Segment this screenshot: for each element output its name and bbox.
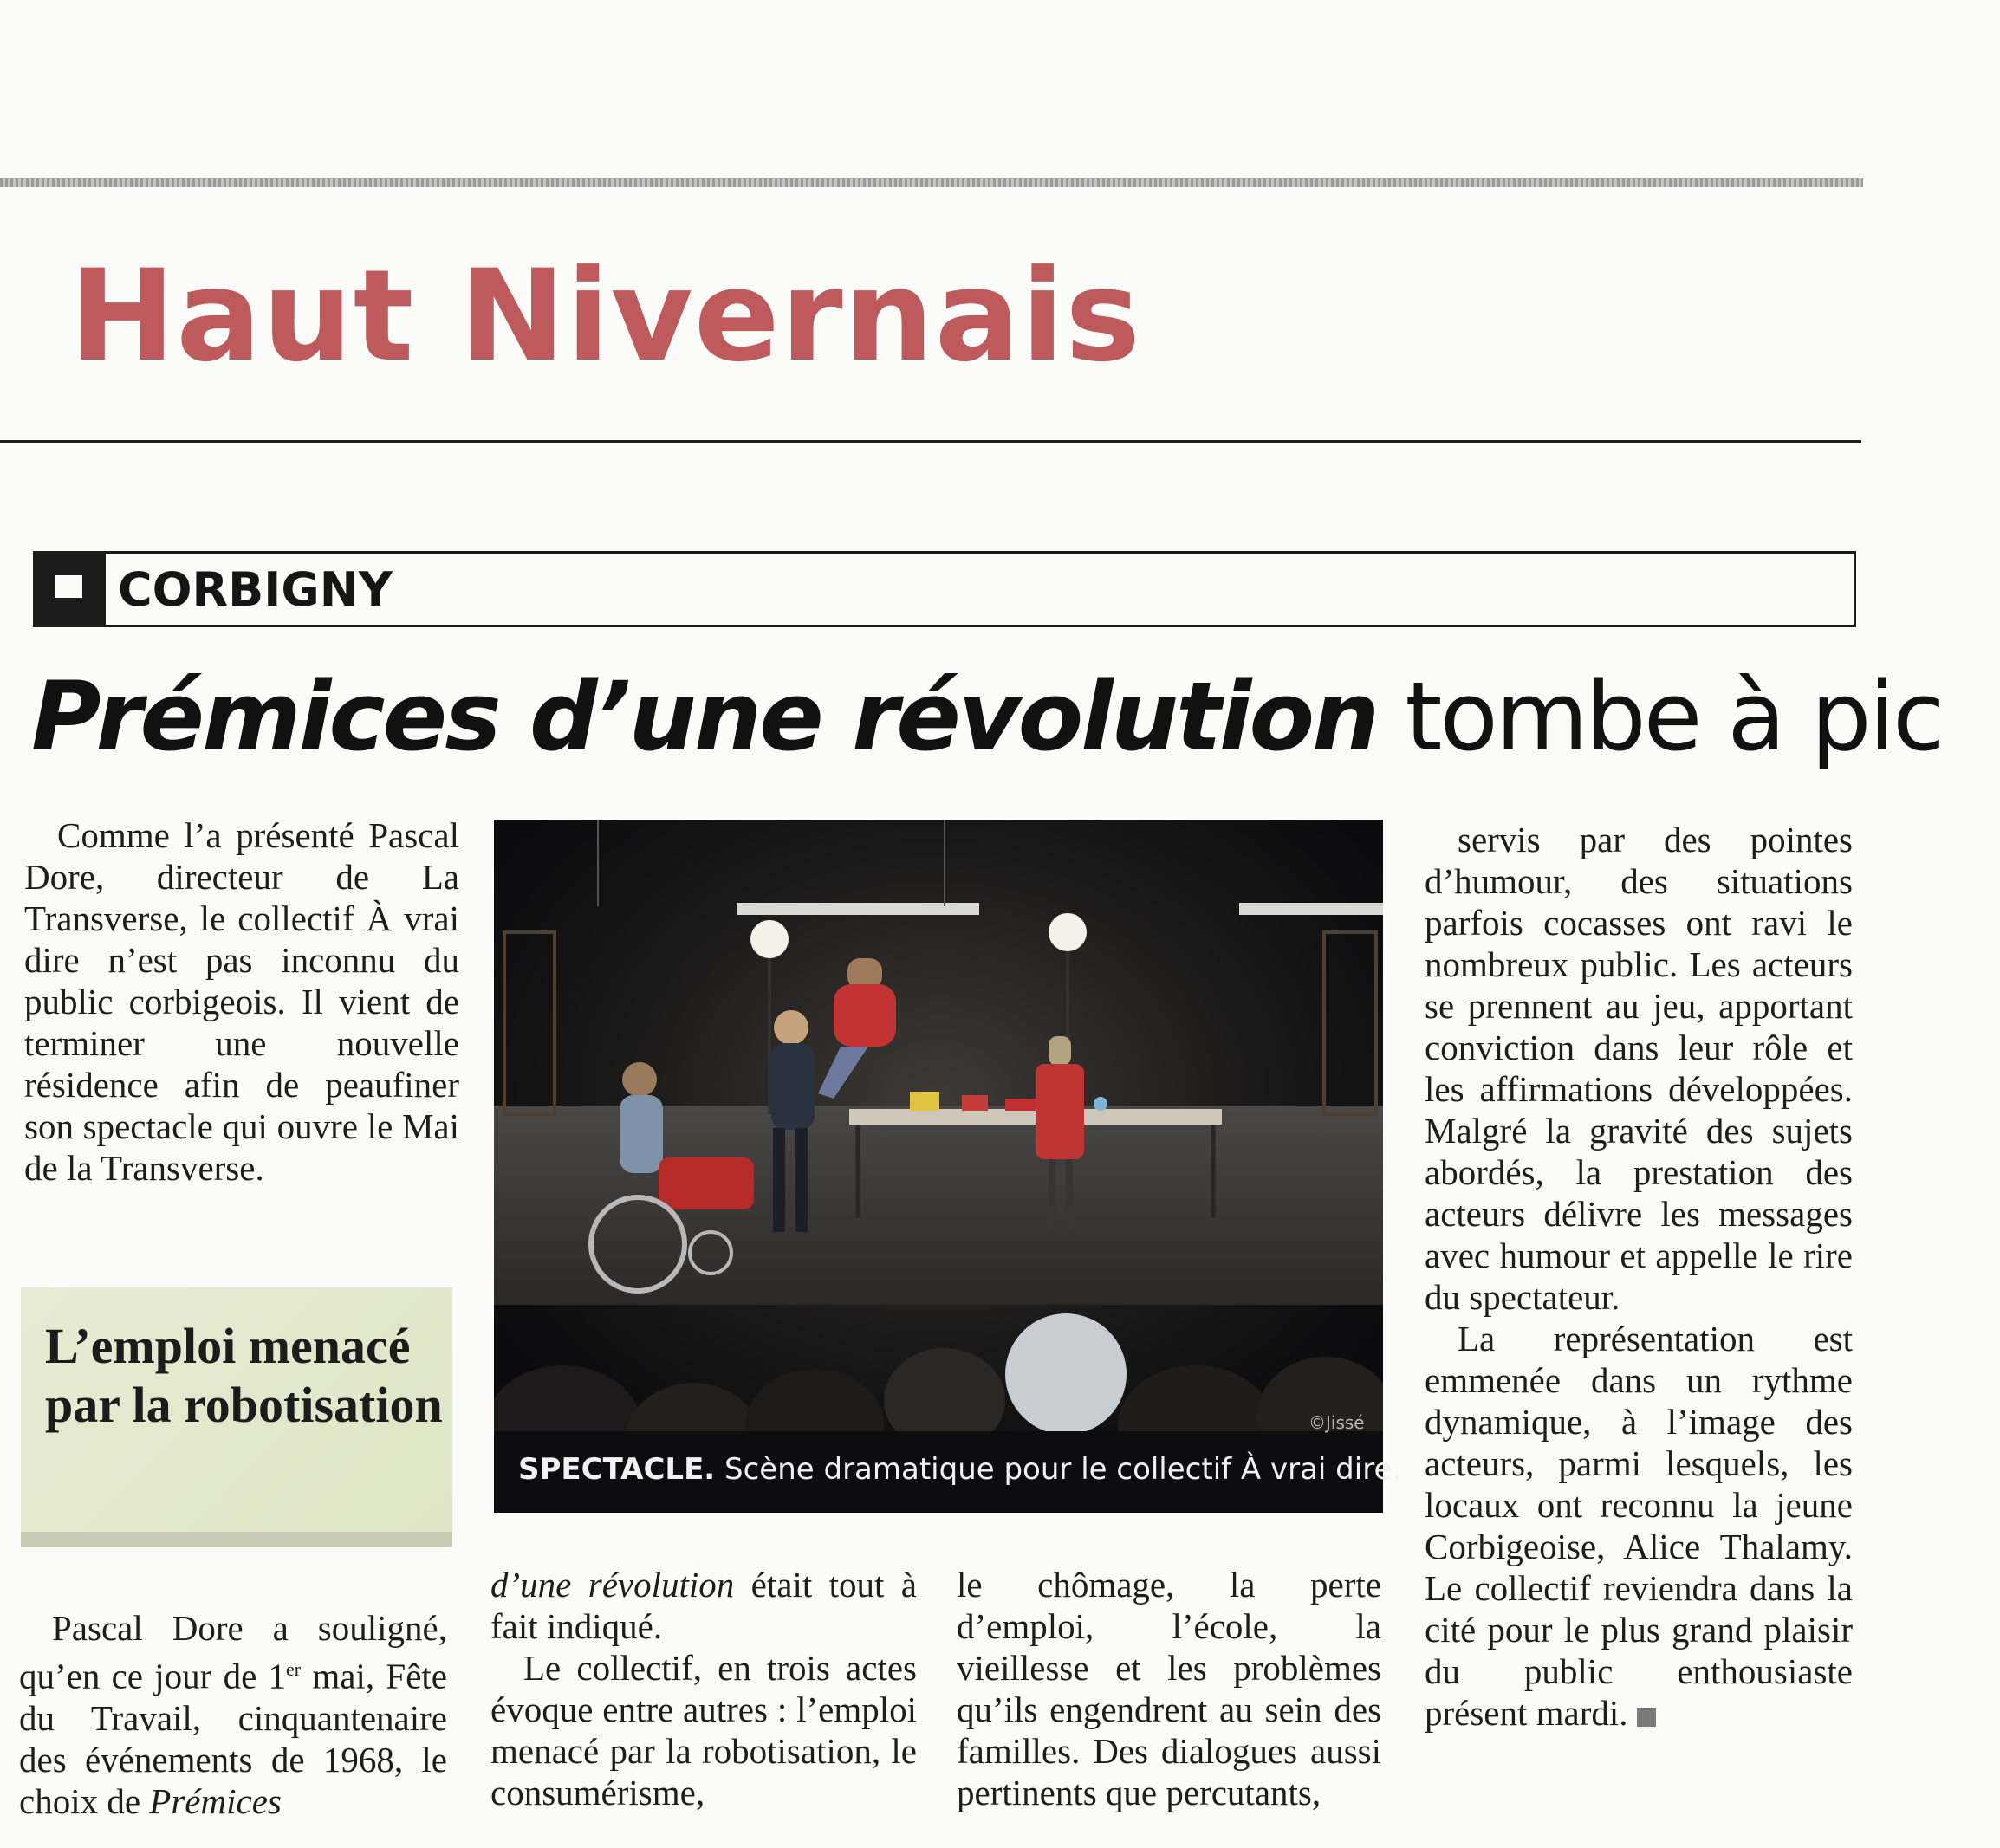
body-emphasis: Prémices — [149, 1780, 282, 1821]
body-paragraph: le chômage, la perte d’emploi, l’école, la vieillesse et les problèmes qu’ils engendrent au sein des familles. Des dialogues aussi pertinents que percutants, — [957, 1565, 1381, 1812]
body-text: mai, Fête du Travail, cinquantenaire des événements de 1968, le choix de — [19, 1656, 447, 1821]
body-paragraph: Le collectif, en trois actes évoque entre autres : l’emploi menacé par la robotisation, le consumérisme, — [490, 1648, 917, 1812]
article-photo — [494, 820, 1383, 1513]
body-paragraph — [19, 1607, 447, 1822]
body-paragraph — [490, 1564, 917, 1647]
body-text: La représentation est emmenée dans un rythme dynamique, à l’image des acteurs, parmi lesquels, les locaux ont reconnu la jeune Corbigeoise, Alice Thalamy. Le collectif reviendra dans la cité pour le plus grand plaisir du public enthousiaste présent mardi. — [1425, 1319, 1853, 1733]
intro-column — [24, 814, 459, 1189]
body-paragraph — [1425, 1318, 1853, 1734]
headline — [31, 661, 1943, 772]
body-paragraph: servis par des pointes d’humour, des situations parfois cocasses ont ravi le nombreux public. Les acteurs se prennent au jeu, apportant conviction dans leur rôle et les affirmations développées. Malgré la gravité des sujets abordés, la prestation des acteurs délivre les messages avec humour et appelle le rire du spectateur. — [1425, 820, 1853, 1317]
body-column-3 — [957, 1564, 1381, 1813]
top-rule — [0, 178, 1863, 187]
end-square-icon — [1637, 1708, 1656, 1727]
body-emphasis: d’une révolution — [490, 1565, 735, 1605]
body-text: Pascal Dore a souligné, qu’en ce jour de 1 — [19, 1608, 447, 1696]
body-text: était tout à fait indiqué. — [490, 1565, 917, 1646]
caption-text: Scène dramatique pour le collectif À vrai dire. — [715, 1452, 1402, 1487]
photo-credit: ©Jissé — [1308, 1412, 1365, 1433]
headline-italic: Prémices d’une révolution — [31, 661, 1378, 772]
kicker-label: CORBIGNY — [118, 562, 393, 617]
section-title: Haut Nivernais — [69, 243, 1142, 390]
section-rule — [0, 440, 1861, 443]
body-column-2 — [490, 1564, 917, 1813]
headline-regular: tombe à pic — [1377, 661, 1943, 772]
photo-caption — [518, 1452, 1401, 1487]
caption-label: SPECTACLE. — [518, 1452, 716, 1487]
intro-paragraph: Comme l’a présenté Pascal Dore, directeur de La Transverse, le collectif À vrai dire n’est pas inconnu du public corbigeois. Il vient de terminer une nouvelle résidence afin de peaufiner son spectacle qui ouvre le Mai de la Transverse. — [24, 815, 459, 1188]
square-bullet-icon — [33, 551, 106, 627]
body-column-1 — [19, 1607, 447, 1822]
pullquote-text: L’emploi menacé par la robotisation — [45, 1318, 443, 1433]
stage-photo-illustration — [494, 820, 1383, 1513]
ordinal-suffix: er — [286, 1658, 302, 1680]
body-column-4 — [1425, 819, 1853, 1734]
